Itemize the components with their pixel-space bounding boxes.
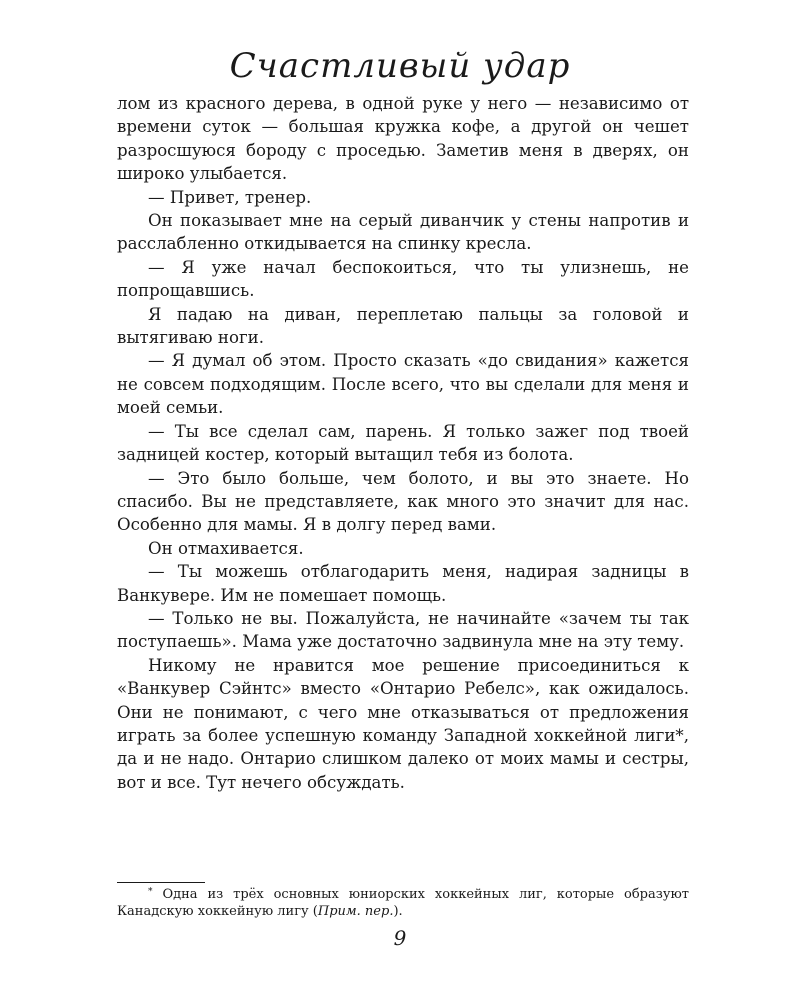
paragraph: — Только не вы. Пожалуйста, не начинайте «зачем ты так поступаешь». Мама уже достаточно задвинула мне на эту тему. [117, 608, 689, 652]
paragraph: лом из красного дерева, в одной руке у него — независимо от времени суток — большая кружка кофе, а другой он чешет разросшуюся бороду с проседью. Заметив меня в дверях, он широко улыбается. [117, 94, 689, 184]
paragraph: — Привет, тренер. [148, 187, 312, 207]
paragraph: — Я уже начал беспокоиться, что ты улизнешь, не попрощавшись. [117, 257, 689, 301]
footnote-marker: * [148, 887, 153, 897]
body-text [117, 92, 689, 794]
footnote-closing: ). [393, 904, 403, 919]
footnote [117, 886, 689, 920]
paragraph: Он отмахивается. [148, 538, 304, 558]
running-title: Счастливый удар [229, 46, 571, 86]
paragraph: — Ты все сделал сам, парень. Я только зажег под твоей задницей костер, который вытащил тебя из болота. [117, 421, 689, 465]
footnote-divider [117, 882, 205, 883]
page-number: 9 [393, 926, 407, 950]
paragraph: — Я думал об этом. Просто сказать «до свидания» кажется не совсем подходящим. После всего, что вы сделали для меня и моей семьи. [117, 351, 689, 418]
paragraph: Никому не нравится мое решение присоединиться к «Ванкувер Сэйнтс» вместо «Онтарио Ребелс», как ожидалось. Они не понимают, с чего мне отказываться от предложения играть за более успешную команду Западной хоккейной лиги*, да и не надо. Онтарио слишком далеко от моих мамы и сестры, вот и все. Тут нечего обсуждать. [117, 655, 689, 792]
footnote-text [117, 886, 689, 920]
paragraph: — Ты можешь отблагодарить меня, надирая задницы в Ванкувере. Им не помешает помощь. [117, 562, 689, 605]
footnote-note-label: Прим. пер. [317, 904, 394, 919]
footnote-body: Одна из трёх основных юниорских хоккейных лиг, которые образуют Канадскую хоккейную лигу ( [117, 887, 689, 919]
paragraph: — Это было больше, чем болото, и вы это знаете. Но спасибо. Вы не представляете, как много это значит для нас. Особенно для мамы. Я в долгу перед вами. [117, 468, 689, 535]
paragraph: Я падаю на диван, переплетаю пальцы за головой и вытягиваю ноги. [117, 304, 689, 348]
paragraph: Он показывает мне на серый диванчик у стены напротив и расслабленно откидывается на спинку кресла. [117, 211, 689, 254]
